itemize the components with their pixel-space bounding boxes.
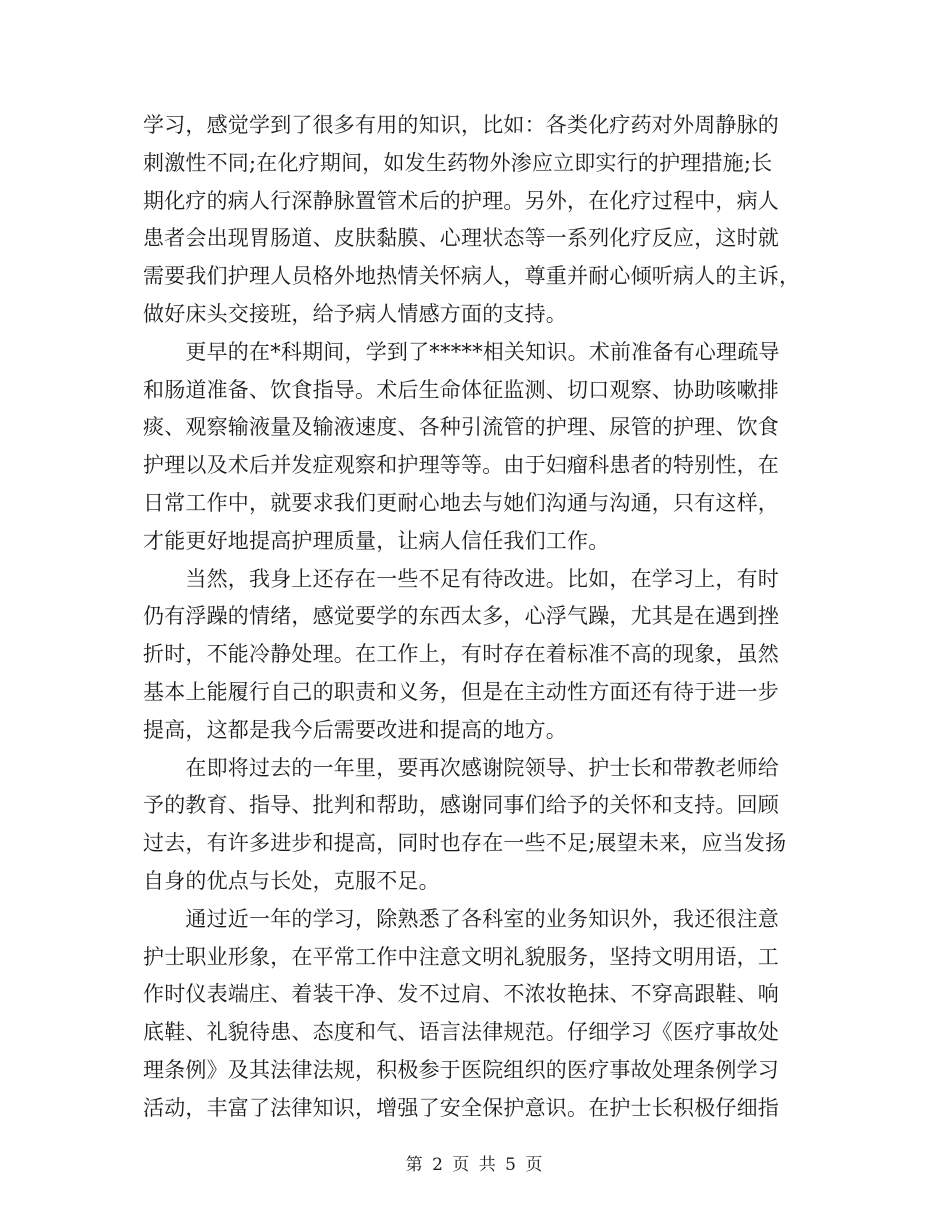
text-line: 理条例》及其法律法规，积极参于医院组织的医疗事故处理条例学习 <box>143 1057 779 1082</box>
text-line: 作时仪表端庄、着装干净、发不过肩、不浓妆艳抹、不穿高跟鞋、响 <box>143 982 779 1007</box>
text-line: 和肠道准备、饮食指导。术后生命体征监测、切口观察、协助咳嗽排 <box>143 377 779 402</box>
text-line: 期化疗的病人行深静脉置管术后的护理。另外，在化疗过程中，病人 <box>143 188 779 213</box>
text-line: 做好床头交接班，给予病人情感方面的支持。 <box>143 301 567 326</box>
text-line: 更早的在*科期间，学到了*****相关知识。术前准备有心理疏导 <box>143 339 780 364</box>
text-line: 需要我们护理人员格外地热情关怀病人，尊重并耐心倾听病人的主诉， <box>143 264 801 289</box>
text-line: 护理以及术后并发症观察和护理等等。由于妇瘤科患者的特别性，在 <box>143 453 779 478</box>
text-line: 予的教育、指导、批判和帮助，感谢同事们给予的关怀和支持。回顾 <box>143 793 779 818</box>
text-line: 提高，这都是我今后需要改进和提高的地方。 <box>143 717 567 742</box>
text-line: 学习，感觉学到了很多有用的知识，比如：各类化疗药对外周静脉的 <box>143 113 779 137</box>
page-number: 第 2 页 共 5 页 <box>405 1155 545 1175</box>
text-line: 才能更好地提高护理质量，让病人信任我们工作。 <box>143 528 610 553</box>
text-line: 活动，丰富了法律知识，增强了安全保护意识。在护士长积极仔细指 <box>143 1095 779 1120</box>
text-line: 在即将过去的一年里，要再次感谢院领导、护士长和带教老师给 <box>143 755 779 780</box>
text-line: 护士职业形象，在平常工作中注意文明礼貌服务，坚持文明用语，工 <box>143 944 779 969</box>
text-line: 仍有浮躁的情绪，感觉要学的东西太多，心浮气躁，尤其是在遇到挫 <box>143 604 779 629</box>
document-body <box>143 107 815 1128</box>
text-line: 痰、观察输液量及输液速度、各种引流管的护理、尿管的护理、饮食 <box>143 415 779 440</box>
text-line: 自身的优点与长处，克服不足。 <box>143 868 440 893</box>
text-line: 基本上能履行自己的职责和义务，但是在主动性方面还有待于进一步 <box>143 679 779 704</box>
text-line: 刺激性不同;在化疗期间，如发生药物外渗应立即实行的护理措施;长 <box>143 150 773 175</box>
text-line: 底鞋、礼貌待患、态度和气、语言法律规范。仔细学习《医疗事故处 <box>143 1020 779 1045</box>
text-line: 通过近一年的学习，除熟悉了各科室的业务知识外，我还很注意 <box>143 906 779 931</box>
text-line: 当然，我身上还存在一些不足有待改进。比如，在学习上，有时 <box>143 566 779 591</box>
text-line: 患者会出现胃肠道、皮肤黏膜、心理状态等一系列化疗反应，这时就 <box>143 226 779 251</box>
text-line: 日常工作中，就要求我们更耐心地去与她们沟通与沟通，只有这样， <box>143 490 779 515</box>
text-line: 折时，不能冷静处理。在工作上，有时存在着标准不高的现象，虽然 <box>143 642 779 667</box>
text-line: 过去，有许多进步和提高，同时也存在一些不足;展望未来，应当发扬 <box>143 831 787 856</box>
